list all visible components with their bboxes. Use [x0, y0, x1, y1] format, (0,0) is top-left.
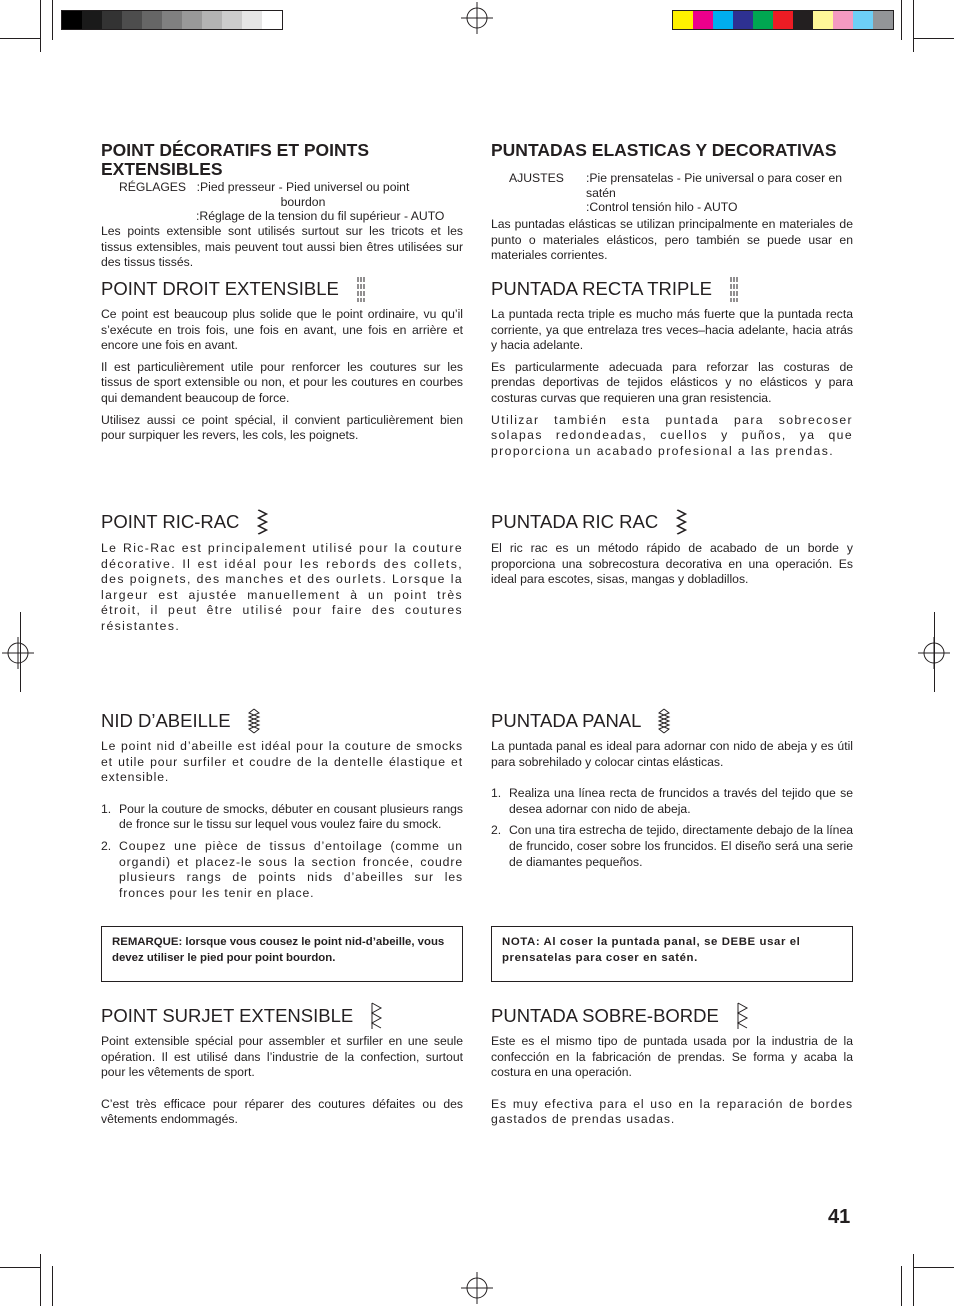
color-swatch	[62, 11, 82, 29]
french-settings	[101, 180, 463, 224]
color-swatch	[182, 11, 202, 29]
french-setting-2: :Réglage de la tension du fil supérieur - AUTO	[196, 209, 445, 223]
french-s1-p1: Ce point est beaucoup plus solide que le point ordinaire, vu qu’il s’exécute en trois fois, une fois en avant, une fois en arrière et encore une fois en avant.	[101, 307, 463, 353]
page-number: 41	[828, 1206, 851, 1228]
section-title-text: PUNTADA PANAL	[491, 710, 642, 731]
french-honeycomb-title	[101, 708, 261, 734]
spanish-ricrac-title	[491, 509, 688, 535]
registration-mark-top-icon	[461, 2, 493, 34]
section-title-text: POINT SURJET EXTENSIBLE	[101, 1005, 354, 1026]
french-s1-p3: Utilisez aussi ce point spécial, il convient particulièrement bien pour surpiquer les revers, les cols, les poignets.	[101, 412, 463, 443]
spanish-note-text: NOTA: Al coser la puntada panal, se DEBE usar el prensatelas para coser en satén.	[502, 936, 801, 964]
color-swatch	[873, 11, 893, 29]
honeycomb-stitch-icon	[247, 708, 261, 734]
color-swatch	[162, 11, 182, 29]
spanish-s4-p2: Es muy efectiva para el uso en la reparación de bordes gastados de prendas usadas.	[491, 1096, 853, 1127]
color-swatch	[793, 11, 813, 29]
spanish-settings-label: AJUSTES	[509, 171, 564, 185]
process-color-bar	[672, 10, 894, 30]
spanish-s4-p1: Este es el mismo tipo de puntada usada por la industria de la confección en la fabricación de prendas. Se forma y acaba la costura en una operación.	[491, 1034, 853, 1080]
list-text: Realiza una línea recta de fruncidos a través del tejido que se desea adornar con nido de abeja.	[509, 786, 853, 816]
color-swatch	[242, 11, 262, 29]
ric-rac-stitch-icon	[674, 509, 688, 535]
spanish-setting-1: :Pie prensatelas - Pie universal o para coser en satén	[586, 171, 843, 200]
french-settings-label: RÉGLAGES	[119, 180, 187, 194]
french-ricrac-title	[101, 509, 269, 535]
honeycomb-stitch-icon	[657, 708, 671, 734]
french-stretch-straight-title	[101, 276, 367, 302]
color-swatch	[262, 11, 282, 29]
section-title-text: PUNTADA RECTA TRIPLE	[491, 278, 713, 299]
color-swatch	[142, 11, 162, 29]
spanish-s1-p3: Utilizar también esta puntada para sobrecoser solapas redondeadas, cuellos y puños, ya que proporciona un acabado profesional a las prendas.	[491, 412, 853, 458]
color-swatch	[773, 11, 793, 29]
spanish-s1-p1: La puntada recta triple es mucho más fuerte que la puntada recta corriente, ya que entrelaza tres veces–hacia adelante, hacia atrás y hacia adelante.	[491, 307, 853, 353]
registration-mark-left-icon	[2, 637, 34, 669]
spanish-intro: Las puntadas elásticas se utilizan principalmente en materiales de punto o materiales elásticos, pero también se puede usar en materiales corrientes.	[491, 217, 853, 263]
color-swatch	[693, 11, 713, 29]
color-swatch	[202, 11, 222, 29]
spanish-s3-p1: La puntada panal es ideal para adornar con nido de abeja y es útil para sobrehilado y colocar cintas elásticas.	[491, 739, 853, 769]
color-swatch	[82, 11, 102, 29]
color-swatch	[222, 11, 242, 29]
color-swatch	[713, 11, 733, 29]
french-setting-1: :Pied presseur - Pied universel ou point bourdon	[196, 180, 410, 209]
color-swatch	[833, 11, 853, 29]
spanish-main-title: PUNTADAS ELASTICAS Y DECORATIVAS	[491, 140, 837, 160]
list-text: Con una tira estrecha de tejido, directamente debajo de la línea de fruncido, coser sobre los fruncidos. El diseño será una serie de diamantes pequeños.	[509, 823, 853, 869]
french-intro: Les points extensible sont utilisés surtout sur les tricots et les tissus extensibles, mais peuvent tout aussi bien êtres utilisées sur des tissus tissés.	[101, 224, 463, 270]
list-item	[491, 823, 853, 870]
french-note-text: REMARQUE: lorsque vous cousez le point nid-d’abeille, vous devez utiliser le pied pour point bourdon.	[112, 936, 445, 964]
section-title-text: PUNTADA RIC RAC	[491, 511, 659, 532]
french-s4-p1: Point extensible spécial pour assembler et surfiler en une seule opération. Il est utilisé dans l’industrie de la confection, surtout pour les vêtements de sport.	[101, 1034, 463, 1080]
color-swatch	[853, 11, 873, 29]
color-swatch	[122, 11, 142, 29]
french-overedge-title	[101, 1002, 383, 1030]
section-title-text: NID D’ABEILLE	[101, 710, 231, 731]
gray-color-bar	[61, 10, 283, 30]
spanish-settings	[491, 171, 853, 215]
french-s4-p2: C’est très efficace pour réparer des coutures défaites ou des vêtements endommagés.	[101, 1096, 463, 1127]
list-text: Pour la couture de smocks, débuter en cousant plusieurs rangs de fronce sur le tissu sur lequel vous voulez faire du smock.	[119, 801, 463, 832]
spanish-s1-p2: Es particularmente adecuada para reforzar las costuras de prendas deportivas de tejidos elásticos y no elásticos y para costuras curvas que requieren una gran resistencia.	[491, 359, 853, 405]
triple-straight-stitch-icon	[728, 276, 740, 302]
color-swatch	[102, 11, 122, 29]
spanish-overedge-title	[491, 1002, 749, 1030]
section-title-text: PUNTADA SOBRE-BORDE	[491, 1005, 719, 1026]
color-swatch	[753, 11, 773, 29]
list-item	[491, 786, 853, 817]
spanish-s2-p1: El ric rac es un método rápido de acabado de un borde y proporciona una sobrecostura decorativa en una operación. Es ideal para escotes, sisas, mangas y dobladillos.	[491, 541, 853, 587]
french-s1-p2: Il est particulièrement utile pour renforcer les coutures sur les tissus de sport extensible ou non, et pour les coutures en courbes qui demandent beaucoup de force.	[101, 359, 463, 405]
french-main-title: POINT DÉCORATIFS ET POINTS EXTENSIBLES	[101, 140, 370, 179]
registration-mark-bottom-icon	[461, 1272, 493, 1304]
overedge-stitch-icon	[735, 1002, 749, 1030]
french-s3-p1: Le point nid d’abeille est idéal pour la couture de smocks et utile pour surfiler et coudre de la dentelle élastique et extensible.	[101, 739, 463, 785]
list-item	[101, 839, 463, 901]
list-text: Coupez une pièce de tissus d’entoilage (comme un organdi) et placez-le sous la section froncée, coudre plusieurs rangs de points nids d’abeilles sur les fronces pour les tenir en place.	[119, 838, 463, 900]
color-swatch	[733, 11, 753, 29]
spanish-setting-2: :Control tensión hilo - AUTO	[586, 200, 738, 214]
triple-straight-stitch-icon	[355, 276, 367, 302]
color-swatch	[673, 11, 693, 29]
overedge-stitch-icon	[369, 1002, 383, 1030]
ric-rac-stitch-icon	[255, 509, 269, 535]
list-number: 1.	[491, 786, 502, 801]
list-number: 2.	[491, 823, 502, 838]
color-swatch	[813, 11, 833, 29]
french-note-box	[101, 926, 463, 982]
list-number: 1.	[101, 801, 112, 816]
spanish-note-box	[491, 926, 853, 982]
list-number: 2.	[101, 838, 112, 853]
spanish-triple-straight-title	[491, 276, 740, 302]
spanish-honeycomb-title	[491, 708, 671, 734]
section-title-text: POINT RIC-RAC	[101, 511, 240, 532]
french-s2-p1: Le Ric-Rac est principalement utilisé pour la couture décorative. Il est idéal pour les rebords des collets, des poignets, des manches et des ourlets. Lorsque la largeur est ajustée manuellement à un point très étroit, il peut être utilisé pour faire des coutures résistantes.	[101, 541, 463, 633]
section-title-text: POINT DROIT EXTENSIBLE	[101, 278, 339, 299]
list-item	[101, 802, 463, 833]
